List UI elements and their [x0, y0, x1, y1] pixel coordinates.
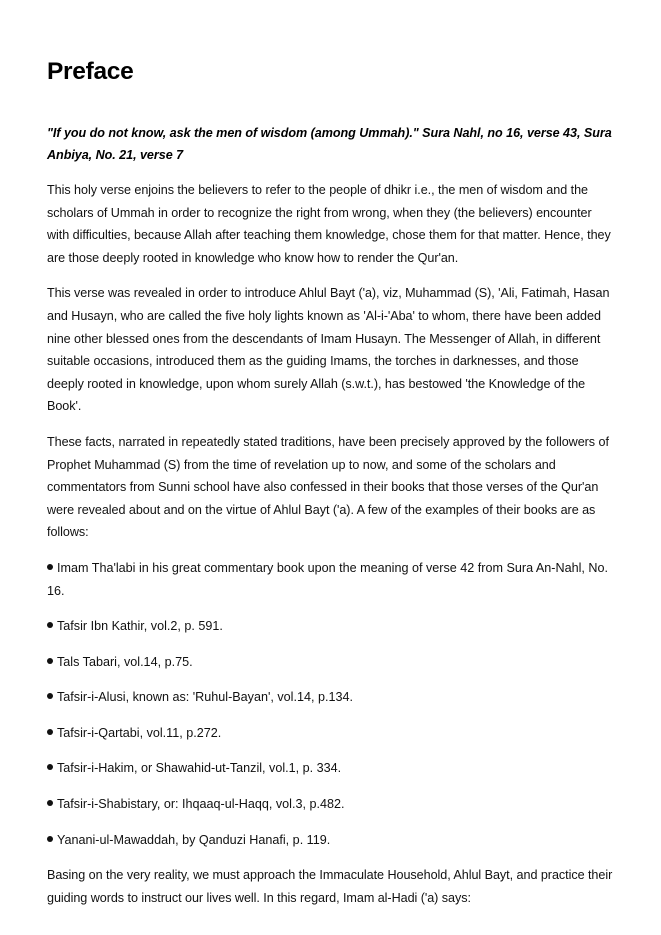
bullet-icon	[47, 800, 53, 806]
epigraph-quote	[47, 122, 613, 166]
bullet-icon	[47, 693, 53, 699]
reference-text: Tafsir-i-Hakim, or Shawahid-ut-Tanzil, vol.1, p. 334.	[57, 761, 342, 776]
reference-list	[47, 557, 613, 851]
paragraph-intro: This holy verse enjoins the believers to refer to the people of dhikr i.e., the men of wisdom and the scholars of Ummah in order to recognize the right from wrong, when they (the believers) encounter with difficulties, because Allah after teaching them knowledge, chose them for that matter. Hence, they are those deeply rooted in knowledge who know how to render the Qur'an.	[47, 183, 611, 265]
quote-text: "If you do not know, ask the men of wisdom (among Ummah)."	[47, 126, 419, 140]
reference-text: Yanani-ul-Mawaddah, by Qanduzi Hanafi, p. 119.	[57, 832, 331, 847]
bullet-icon	[47, 764, 53, 770]
quote-reference: Sura Nahl, no 16, verse 43, Sura Anbiya, No. 21, verse 7	[47, 126, 612, 162]
reference-text: Imam Tha'labi in his great commentary book upon the meaning of verse 42 from Sura An-Nahl, No. 16.	[47, 560, 608, 598]
reference-item	[47, 829, 613, 852]
paragraph-closing: Basing on the very reality, we must approach the Immaculate Household, Ahlul Bayt, and practice their guiding words to instruct our lives well. In this regard, Imam al-Hadi ('a) says:	[47, 868, 613, 905]
page-content	[47, 122, 613, 922]
reference-item	[47, 651, 613, 674]
reference-text: Tals Tabari, vol.14, p.75.	[57, 654, 193, 669]
paragraph-ahlul-bayt: This verse was revealed in order to introduce Ahlul Bayt ('a), viz, Muhammad (S), 'Ali, Fatimah, Hasan and Husayn, who are called the five holy lights known as 'Al-i-'Aba' to whom, there have been added nine other blessed ones from the descendants of Imam Husayn. The Messenger of Allah, in different suitable occasions, introduced them as the guiding Imams, the torches in darknesses, and those deeply rooted in knowledge, upon whom surely Allah (s.w.t.), has bestowed 'the Knowledge of the Book'.	[47, 286, 610, 414]
reference-text: Tafsir Ibn Kathir, vol.2, p. 591.	[57, 619, 223, 634]
reference-item	[47, 757, 613, 780]
reference-text: Tafsir-i-Alusi, known as: 'Ruhul-Bayan', vol.14, p.134.	[57, 690, 354, 705]
page-title: Preface	[47, 58, 134, 85]
reference-item	[47, 793, 613, 816]
paragraph-facts: These facts, narrated in repeatedly stated traditions, have been precisely approved by the followers of Prophet Muhammad (S) from the time of revelation up to now, and some of the scholars and commentators from Sunni school have also confessed in their books that those verses of the Qur'an were revealed about and on the virtue of Ahlul Bayt ('a). A few of the examples of their books are as follows:	[47, 434, 609, 540]
bullet-icon	[47, 658, 53, 664]
reference-item	[47, 557, 613, 602]
reference-text: Tafsir-i-Qartabi, vol.11, p.272.	[57, 725, 222, 740]
bullet-icon	[47, 729, 53, 735]
reference-item	[47, 686, 613, 709]
bullet-icon	[47, 622, 53, 628]
reference-text: Tafsir-i-Shabistary, or: Ihqaaq-ul-Haqq, vol.3, p.482.	[57, 797, 345, 812]
bullet-icon	[47, 836, 53, 842]
reference-item	[47, 615, 613, 638]
bullet-icon	[47, 564, 53, 570]
reference-item	[47, 722, 613, 745]
